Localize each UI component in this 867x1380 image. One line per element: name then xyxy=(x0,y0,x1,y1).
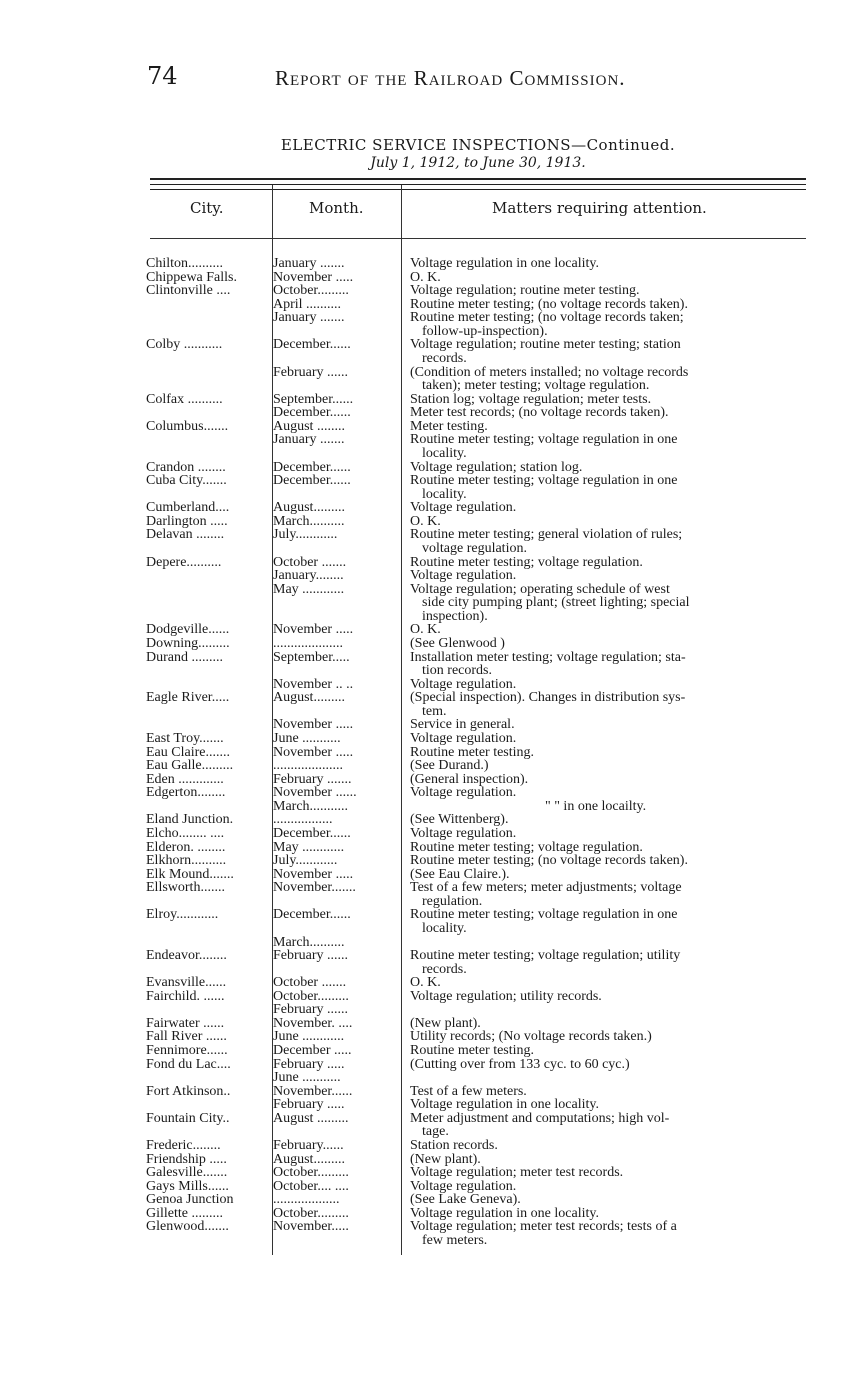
row-month: ................... xyxy=(273,1192,340,1207)
row-city: Downing......... xyxy=(146,636,230,651)
row-matter: side city pumping plant; (street lighting; special xyxy=(422,595,690,610)
table-subtitle: July 1, 1912, to June 30, 1913. xyxy=(370,155,586,171)
row-city: Eden ............. xyxy=(146,772,224,787)
row-city: Galesville....... xyxy=(146,1165,228,1180)
row-matter: Voltage regulation. xyxy=(410,568,517,583)
row-matter: tion records. xyxy=(422,663,492,678)
row-month: October......... xyxy=(273,283,349,298)
row-city: Delavan ........ xyxy=(146,527,225,542)
column-header-city: City. xyxy=(190,199,224,217)
row-matter: Routine meter testing; voltage regulation. xyxy=(410,840,643,855)
row-city: Eagle River..... xyxy=(146,690,230,705)
row-matter: tem. xyxy=(422,704,447,719)
row-city: Frederic........ xyxy=(146,1138,221,1153)
row-matter: Test of a few meters; meter adjustments; voltage xyxy=(410,880,682,895)
row-city: Elk Mound....... xyxy=(146,867,234,882)
row-matter: Voltage regulation. xyxy=(410,731,517,746)
row-matter: follow-up-inspection). xyxy=(422,324,548,339)
row-matter: Voltage regulation. xyxy=(410,677,517,692)
row-matter: (See Glenwood ) xyxy=(410,636,505,651)
row-month: May ............ xyxy=(273,582,345,597)
row-city: Genoa Junction xyxy=(146,1192,234,1207)
row-month: July............ xyxy=(273,853,338,868)
row-matter: O. K. xyxy=(410,514,441,529)
row-month: April .......... xyxy=(273,297,342,312)
row-city: Fairchild. ...... xyxy=(146,989,225,1004)
row-city: Fountain City.. xyxy=(146,1111,230,1126)
header-underline xyxy=(150,238,806,239)
row-matter: (See Durand.) xyxy=(410,758,489,773)
row-matter: Voltage regulation; station log. xyxy=(410,460,583,475)
row-month: November..... xyxy=(273,1219,349,1234)
page-number: 74 xyxy=(147,62,178,90)
row-matter: Routine meter testing; voltage regulation; utility xyxy=(410,948,681,963)
row-month: November ..... xyxy=(273,745,354,760)
row-month: February ...... xyxy=(273,365,349,380)
row-matter: Routine meter testing; voltage regulation in one xyxy=(410,432,678,447)
row-month: November ..... xyxy=(273,867,354,882)
row-matter: Routine meter testing. xyxy=(410,745,535,760)
row-city: Eau Galle......... xyxy=(146,758,234,773)
row-matter: (Special inspection). Changes in distribution sys- xyxy=(410,690,686,705)
row-matter: Meter adjustment and computations; high vol- xyxy=(410,1111,670,1126)
top-rule-1 xyxy=(150,178,806,180)
row-matter: Test of a few meters. xyxy=(410,1084,527,1099)
row-month: September...... xyxy=(273,392,354,407)
row-city: Evansville...... xyxy=(146,975,227,990)
row-city: Ellsworth....... xyxy=(146,880,225,895)
row-matter: records. xyxy=(422,351,467,366)
row-matter: Routine meter testing; voltage regulation in one xyxy=(410,907,678,922)
row-matter: (New plant). xyxy=(410,1016,481,1031)
row-matter: Routine meter testing; voltage regulation in one xyxy=(410,473,678,488)
row-month: January........ xyxy=(273,568,344,583)
row-matter: Voltage regulation. xyxy=(410,1179,517,1194)
row-month: November ...... xyxy=(273,785,357,800)
row-month: .................... xyxy=(273,636,343,651)
row-month: February ..... xyxy=(273,1097,345,1112)
row-matter: tage. xyxy=(422,1124,449,1139)
row-month: December ..... xyxy=(273,1043,352,1058)
row-city: Cuba City....... xyxy=(146,473,227,488)
row-matter: Voltage regulation; meter test records. xyxy=(410,1165,624,1180)
row-month: October......... xyxy=(273,989,349,1004)
row-matter: Voltage regulation. xyxy=(410,500,517,515)
row-matter: Station log; voltage regulation; meter tests. xyxy=(410,392,652,407)
row-city: Elderon. ........ xyxy=(146,840,226,855)
row-matter: (Cutting over from 133 cyc. to 60 cyc.) xyxy=(410,1057,630,1072)
row-matter: Utility records; (No voltage records taken.) xyxy=(410,1029,652,1044)
row-month: August ........ xyxy=(273,419,345,434)
row-city: Friendship ..... xyxy=(146,1152,227,1167)
row-month: March........... xyxy=(273,799,349,814)
row-month: December...... xyxy=(273,826,351,841)
row-month: June ............ xyxy=(273,1029,345,1044)
row-matter: Station records. xyxy=(410,1138,498,1153)
row-matter: Voltage regulation; utility records. xyxy=(410,989,602,1004)
row-matter: Voltage regulation. xyxy=(410,785,517,800)
row-city: Elcho........ .... xyxy=(146,826,225,841)
row-city: Fort Atkinson.. xyxy=(146,1084,231,1099)
row-month: December...... xyxy=(273,337,351,352)
top-rule-3 xyxy=(150,189,806,190)
column-header-month: Month. xyxy=(309,199,364,217)
row-matter: Voltage regulation; operating schedule of west xyxy=(410,582,670,597)
row-matter: O. K. xyxy=(410,975,441,990)
row-matter: Routine meter testing. xyxy=(410,1043,535,1058)
row-month: August......... xyxy=(273,690,345,705)
row-city: Eland Junction. xyxy=(146,812,234,827)
row-month: September..... xyxy=(273,650,350,665)
row-month: February ...... xyxy=(273,948,349,963)
row-month: November ..... xyxy=(273,717,354,732)
row-month: January ....... xyxy=(273,256,345,271)
row-month: October ....... xyxy=(273,975,347,990)
row-month: November. .... xyxy=(273,1016,353,1031)
row-month: December...... xyxy=(273,460,351,475)
row-city: Crandon ........ xyxy=(146,460,226,475)
row-matter: few meters. xyxy=(422,1233,488,1248)
row-month: July............ xyxy=(273,527,338,542)
row-matter: Voltage regulation in one locality. xyxy=(410,256,599,271)
row-month: January ....... xyxy=(273,310,345,325)
row-city: Endeavor........ xyxy=(146,948,227,963)
row-city: Clintonville .... xyxy=(146,283,231,298)
running-head: Report of the Railroad Commission. xyxy=(275,66,626,90)
row-month: November .. .. xyxy=(273,677,354,692)
row-matter: Voltage regulation in one locality. xyxy=(410,1097,599,1112)
row-month: August......... xyxy=(273,500,345,515)
row-month: February ....... xyxy=(273,772,352,787)
row-matter: Routine meter testing; general violation of rules; xyxy=(410,527,683,542)
row-city: Fond du Lac.... xyxy=(146,1057,231,1072)
row-matter: (See Lake Geneva). xyxy=(410,1192,521,1207)
row-matter: locality. xyxy=(422,921,467,936)
row-matter: Routine meter testing; (no voltage records taken; xyxy=(410,310,684,325)
row-matter: Voltage regulation in one locality. xyxy=(410,1206,599,1221)
row-matter: (General inspection). xyxy=(410,772,529,787)
row-city: Elroy............ xyxy=(146,907,219,922)
row-city: Dodgeville...... xyxy=(146,622,230,637)
row-city: Depere.......... xyxy=(146,555,222,570)
row-month: October......... xyxy=(273,1206,349,1221)
row-city: Cumberland.... xyxy=(146,500,230,515)
row-month: November....... xyxy=(273,880,356,895)
row-matter: Service in general. xyxy=(410,717,515,732)
column-header-matters: Matters requiring attention. xyxy=(492,199,707,217)
row-city: Gillette ......... xyxy=(146,1206,223,1221)
row-matter: (New plant). xyxy=(410,1152,481,1167)
row-matter: inspection). xyxy=(422,609,488,624)
column-divider-2 xyxy=(401,185,402,1255)
row-month: March.......... xyxy=(273,514,345,529)
row-matter: Meter test records; (no voltage records taken). xyxy=(410,405,669,420)
row-city: Colby ........... xyxy=(146,337,223,352)
row-matter: Routine meter testing; voltage regulation. xyxy=(410,555,643,570)
row-month: ................. xyxy=(273,812,333,827)
row-month: June ........... xyxy=(273,731,341,746)
row-matter: voltage regulation. xyxy=(422,541,527,556)
row-month: January ....... xyxy=(273,432,345,447)
row-month: February ..... xyxy=(273,1057,345,1072)
row-month: October ....... xyxy=(273,555,347,570)
row-matter: Routine meter testing; (no voltage records taken). xyxy=(410,853,688,868)
table-title: ELECTRIC SERVICE INSPECTIONS—Continued. xyxy=(280,136,676,154)
row-month: October.... .... xyxy=(273,1179,349,1194)
row-city: Fall River ...... xyxy=(146,1029,227,1044)
row-city: Chippewa Falls. xyxy=(146,270,237,285)
row-city: Elkhorn.......... xyxy=(146,853,227,868)
row-city: Eau Claire....... xyxy=(146,745,230,760)
row-month: November...... xyxy=(273,1084,353,1099)
row-matter: (See Wittenberg). xyxy=(410,812,509,827)
row-matter: locality. xyxy=(422,487,467,502)
row-matter: (Condition of meters installed; no voltage records xyxy=(410,365,689,380)
row-city: Edgerton........ xyxy=(146,785,226,800)
row-month: February ...... xyxy=(273,1002,349,1017)
row-matter: (See Eau Claire.). xyxy=(410,867,510,882)
row-month: December...... xyxy=(273,405,351,420)
row-matter: locality. xyxy=(422,446,467,461)
row-matter: Voltage regulation; routine meter testing; station xyxy=(410,337,681,352)
row-matter: taken); meter testing; voltage regulation. xyxy=(422,378,650,393)
row-month: May ............ xyxy=(273,840,345,855)
row-city: Darlington ..... xyxy=(146,514,228,529)
row-matter: Meter testing. xyxy=(410,419,488,434)
row-matter: Routine meter testing; (no voltage records taken). xyxy=(410,297,688,312)
row-matter: Voltage regulation; routine meter testing. xyxy=(410,283,640,298)
row-city: Chilton.......... xyxy=(146,256,224,271)
row-matter: regulation. xyxy=(422,894,483,909)
row-matter: Installation meter testing; voltage regulation; sta- xyxy=(410,650,686,665)
row-matter: " " in one locailty. xyxy=(545,799,647,814)
row-city: Colfax .......... xyxy=(146,392,223,407)
row-month: December...... xyxy=(273,907,351,922)
row-city: Fairwater ...... xyxy=(146,1016,225,1031)
row-city: Columbus....... xyxy=(146,419,229,434)
row-matter: O. K. xyxy=(410,270,441,285)
row-month: October......... xyxy=(273,1165,349,1180)
row-city: Glenwood....... xyxy=(146,1219,229,1234)
row-month: December...... xyxy=(273,473,351,488)
row-month: November ..... xyxy=(273,622,354,637)
row-matter: records. xyxy=(422,962,467,977)
row-month: November ..... xyxy=(273,270,354,285)
row-city: Durand ......... xyxy=(146,650,223,665)
row-month: .................... xyxy=(273,758,343,773)
row-month: February...... xyxy=(273,1138,344,1153)
row-matter: O. K. xyxy=(410,622,441,637)
row-city: Gays Mills...... xyxy=(146,1179,229,1194)
row-matter: Voltage regulation; meter test records; tests of a xyxy=(410,1219,677,1234)
row-matter: Voltage regulation. xyxy=(410,826,517,841)
row-month: August ......... xyxy=(273,1111,349,1126)
row-city: Fennimore...... xyxy=(146,1043,228,1058)
row-month: March.......... xyxy=(273,935,345,950)
row-month: June ........... xyxy=(273,1070,341,1085)
row-month: August......... xyxy=(273,1152,345,1167)
top-rule-2 xyxy=(150,184,806,185)
row-city: East Troy....... xyxy=(146,731,224,746)
